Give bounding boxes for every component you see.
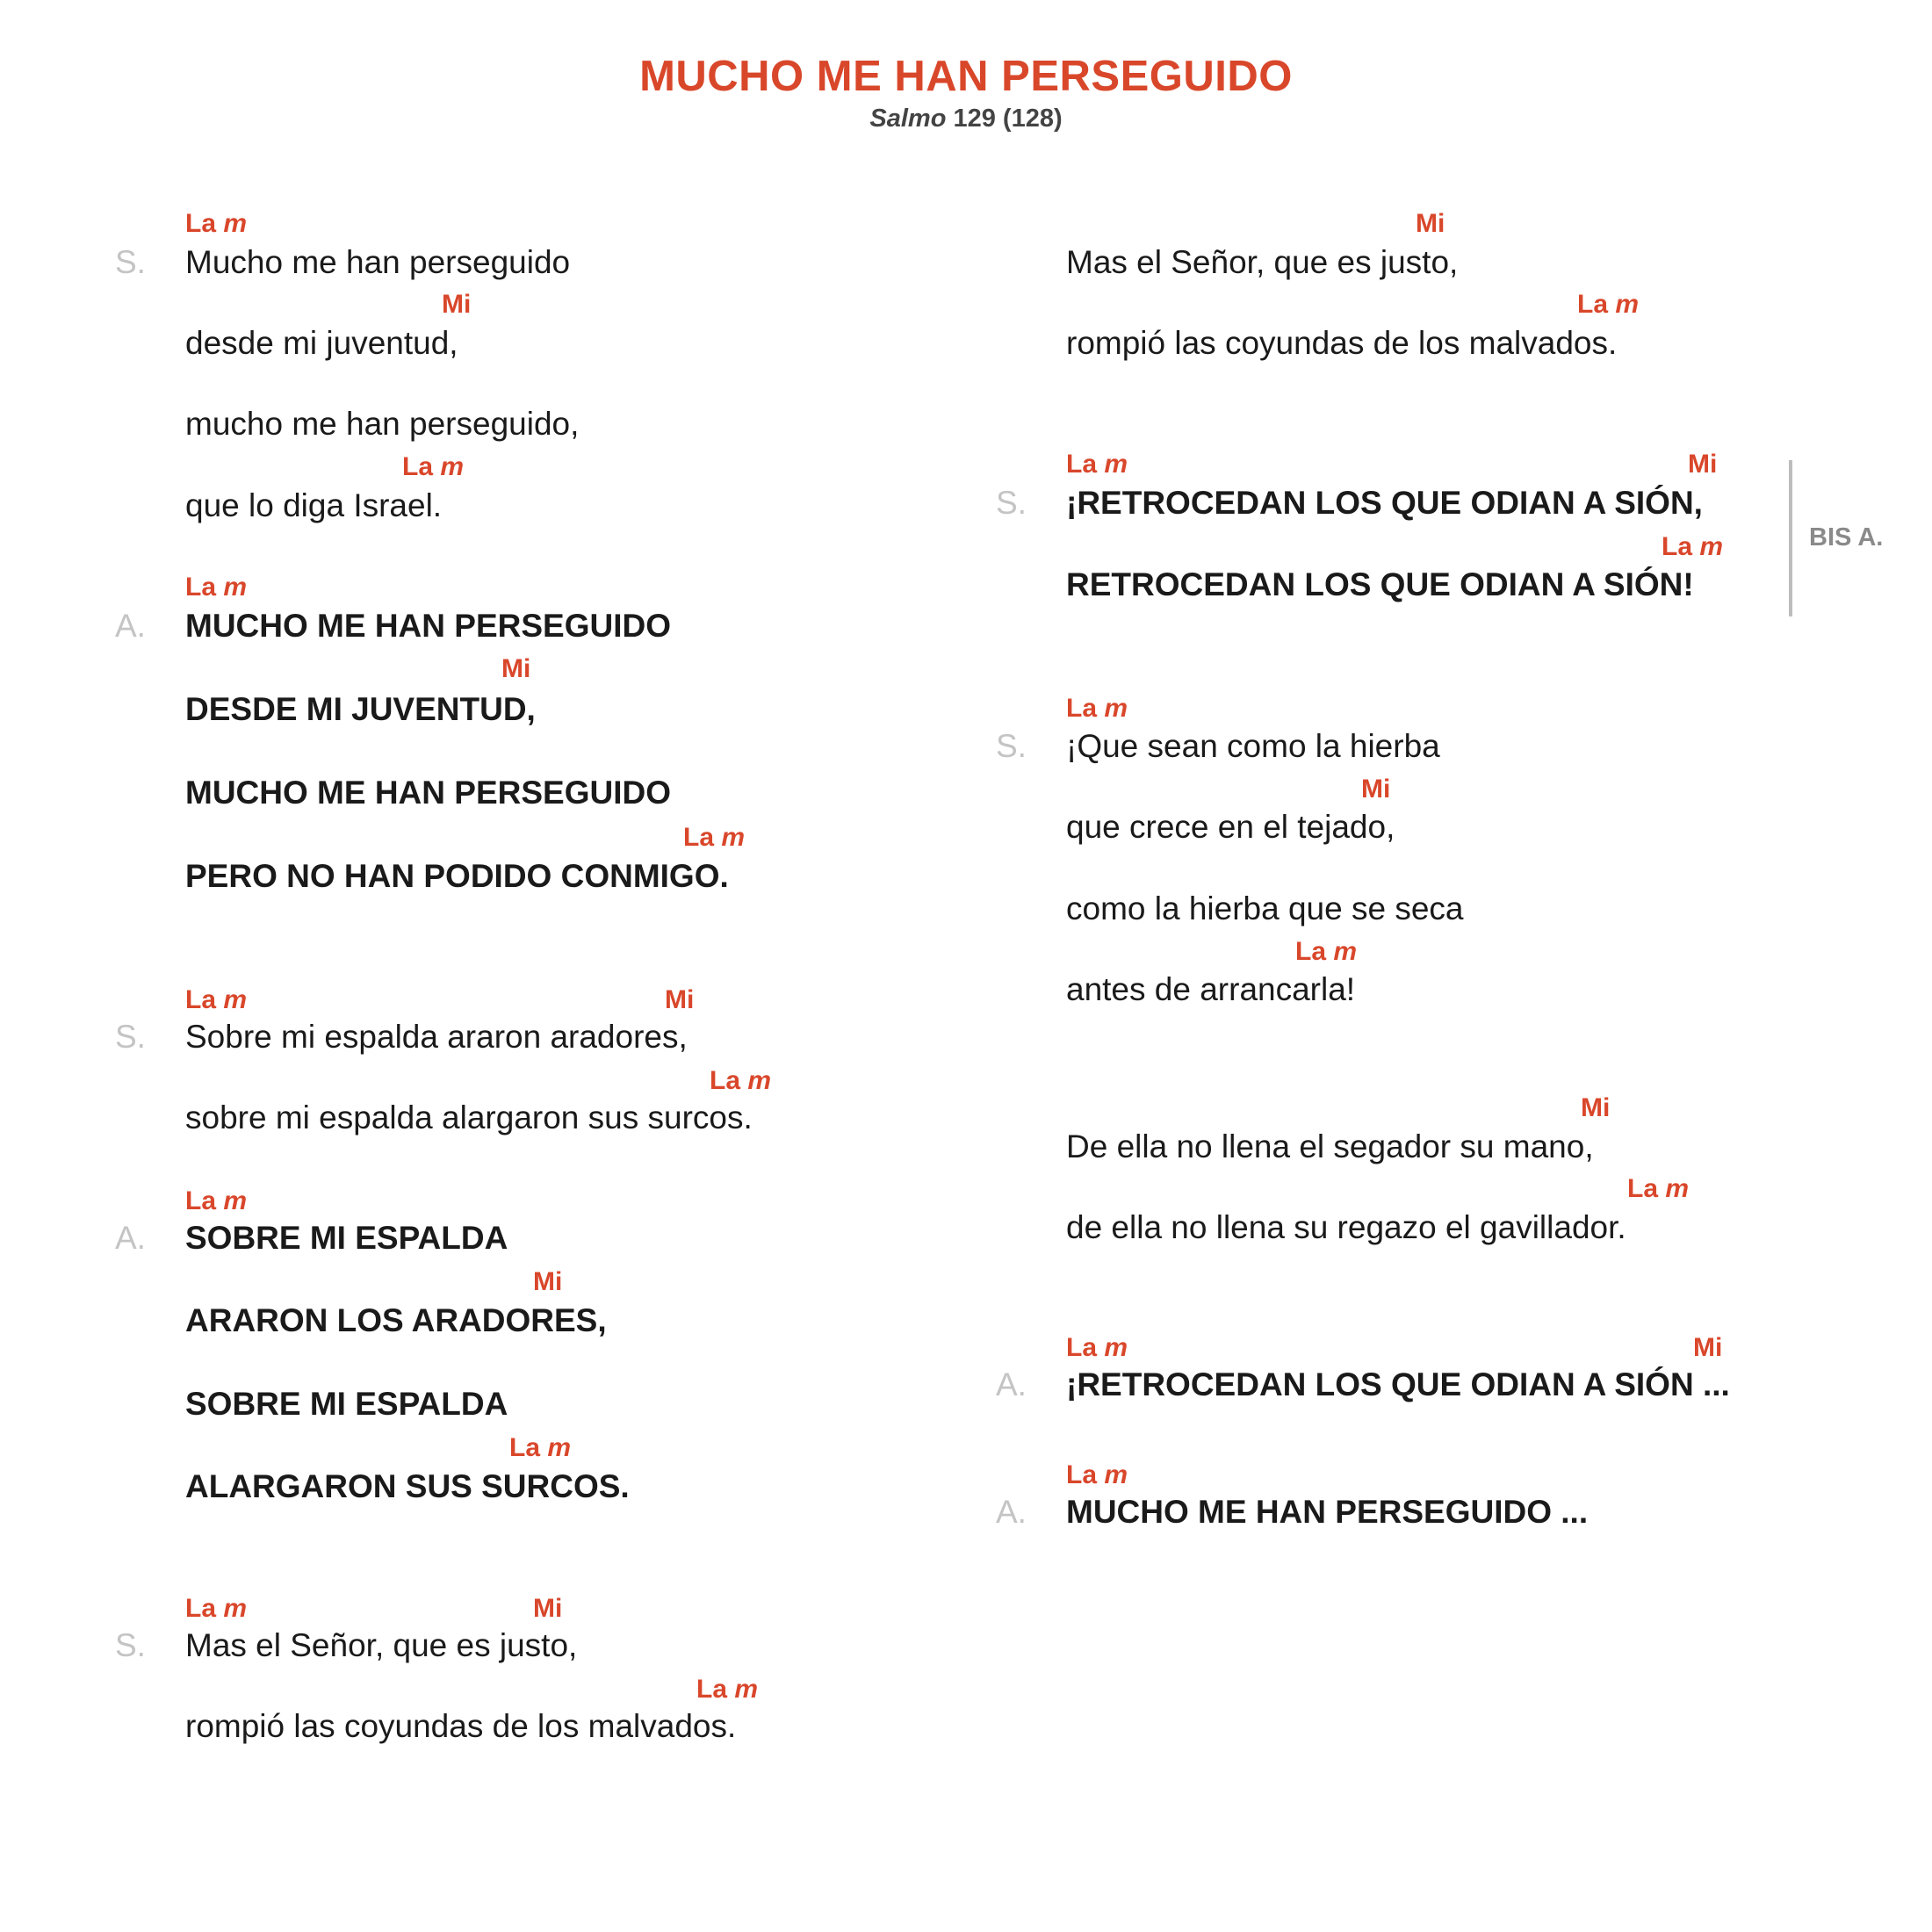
verse-marker: S. (115, 244, 146, 280)
lyric-line: ARARON LOS ARADORES, (185, 1302, 607, 1338)
chord-mi: Mi (1693, 1333, 1723, 1362)
lyric-line: rompió las coyundas de los malvados. (1066, 325, 1618, 361)
lyric-line: desde mi juventud, (185, 325, 458, 361)
lyric-line: como la hierba que se seca (1066, 890, 1464, 926)
chord-la-m: La m (402, 452, 465, 481)
lyric-line: antes de arrancarla! (1066, 971, 1356, 1007)
chord-la-m: La m (710, 1066, 772, 1095)
lyric-line: De ella no llena el segador su mano, (1066, 1128, 1594, 1164)
verse-marker: A. (996, 1366, 1027, 1402)
chord-la-m: La m (1295, 937, 1358, 966)
verse-marker: A. (115, 608, 146, 644)
lyric-line: MUCHO ME HAN PERSEGUIDO (185, 608, 671, 644)
lyric-line: MUCHO ME HAN PERSEGUIDO (185, 775, 671, 811)
verse-marker: S. (115, 1627, 146, 1663)
chord-la-m: La m (1066, 1333, 1128, 1362)
lyric-line: Mas el Señor, que es justo, (1066, 244, 1459, 280)
chord-la-m: La m (1662, 532, 1724, 561)
title-block (0, 51, 1932, 133)
verse-marker: S. (115, 1019, 146, 1055)
chord-la-m: La m (509, 1433, 572, 1462)
repeat-bracket (1789, 460, 1792, 616)
chord-la-m: La m (1066, 694, 1128, 723)
verse-marker: S. (996, 485, 1027, 521)
chord-la-m: La m (185, 573, 248, 602)
chord-mi: Mi (501, 654, 531, 683)
chord-la-m: La m (185, 985, 248, 1014)
lyric-line: Sobre mi espalda araron aradores, (185, 1019, 688, 1055)
lyric-line: DESDE MI JUVENTUD, (185, 691, 536, 727)
lyric-line: que lo diga Israel. (185, 487, 443, 523)
psalm-label: Salmo (869, 104, 947, 133)
lyric-line: SOBRE MI ESPALDA (185, 1386, 508, 1422)
lyric-line: Mucho me han perseguido (185, 244, 571, 280)
lyric-line: ¡RETROCEDAN LOS QUE ODIAN A SIÓN ... (1066, 1366, 1730, 1402)
lyric-line: mucho me han perseguido, (185, 406, 580, 442)
chord-mi: Mi (665, 985, 695, 1014)
psalm-reference (0, 105, 1932, 133)
lyric-line: sobre mi espalda alargaron sus surcos. (185, 1099, 753, 1135)
chord-la-m: La m (1066, 450, 1128, 479)
lyric-line: ALARGARON SUS SURCOS. (185, 1468, 630, 1504)
lyric-line: que crece en el tejado, (1066, 809, 1395, 845)
lyric-line: ¡RETROCEDAN LOS QUE ODIAN A SIÓN, (1066, 485, 1703, 521)
chord-la-m: La m (1577, 290, 1640, 319)
chord-mi: Mi (533, 1267, 563, 1296)
chord-la-m: La m (185, 1186, 248, 1215)
chord-mi: Mi (533, 1594, 563, 1623)
chord-mi: Mi (1581, 1093, 1611, 1122)
chord-la-m: La m (185, 1594, 248, 1623)
lyric-line: Mas el Señor, que es justo, (185, 1627, 578, 1663)
lyric-line: de ella no llena su regazo el gavillador. (1066, 1209, 1626, 1245)
chord-la-m: La m (185, 209, 248, 238)
lyric-line: rompió las coyundas de los malvados. (185, 1708, 737, 1744)
verse-marker: A. (115, 1220, 146, 1256)
chord-mi: Mi (1688, 450, 1718, 479)
psalm-number: 129 (128) (946, 104, 1063, 133)
lyric-line: SOBRE MI ESPALDA (185, 1220, 508, 1256)
lyric-line: PERO NO HAN PODIDO CONMIGO. (185, 858, 729, 894)
chord-la-m: La m (696, 1675, 759, 1704)
chord-la-m: La m (683, 823, 746, 852)
chord-la-m: La m (1066, 1460, 1128, 1489)
lyric-line: RETROCEDAN LOS QUE ODIAN A SIÓN! (1066, 566, 1694, 602)
bis-label: BIS A. (1809, 523, 1884, 551)
chord-mi: Mi (442, 290, 472, 319)
lyric-line: MUCHO ME HAN PERSEGUIDO ... (1066, 1494, 1589, 1530)
song-title: MUCHO ME HAN PERSEGUIDO (639, 53, 1293, 100)
verse-marker: A. (996, 1494, 1027, 1530)
lyric-line: ¡Que sean como la hierba (1066, 728, 1440, 764)
chord-la-m: La m (1627, 1174, 1690, 1203)
chord-mi: Mi (1361, 775, 1391, 804)
verse-marker: S. (996, 728, 1027, 764)
chord-mi: Mi (1416, 209, 1445, 238)
